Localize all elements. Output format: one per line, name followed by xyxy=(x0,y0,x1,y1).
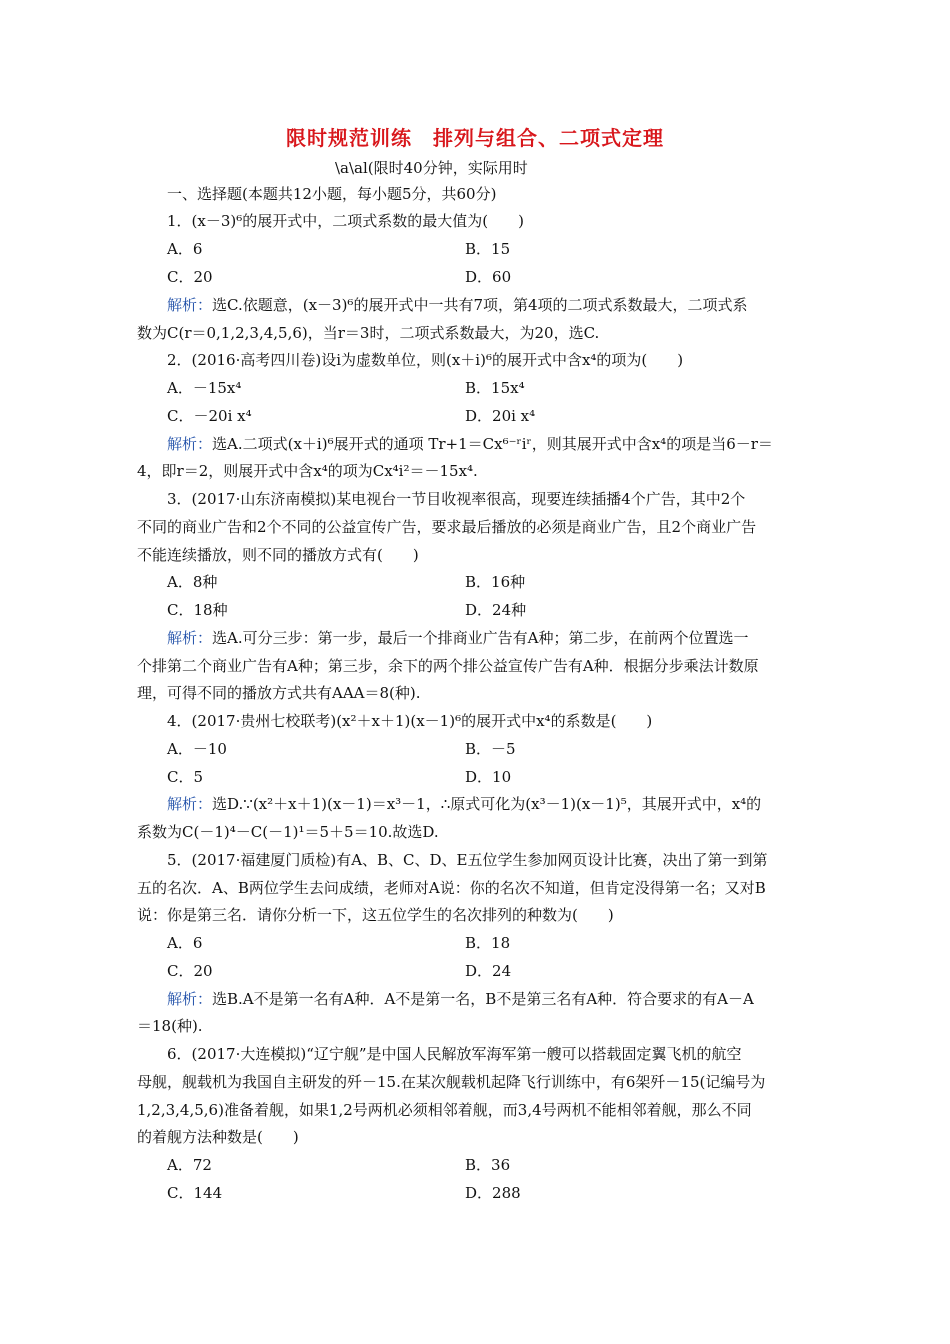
question-6-stem-line-3: 1,2,3,4,5,6)准备着舰，如果1,2号两机必须相邻着舰，而3,4号两机不能相邻着舰，那么不同 xyxy=(137,1101,752,1119)
question-1-analysis-line-1: 解析：选C.依题意，(x－3)⁶的展开式中一共有7项，第4项的二项式系数最大，二项式系 xyxy=(167,296,748,314)
question-5-analysis-line-2: ＝18(种). xyxy=(137,1017,203,1035)
question-1-option-d: D．60 xyxy=(465,268,512,286)
question-4-option-b: B．－5 xyxy=(465,740,516,758)
question-2-analysis-line-2: 4，即r＝2，则展开式中含x⁴的项为Cx⁴i²＝－15x⁴. xyxy=(137,462,478,480)
question-3-option-c: C．18种 xyxy=(167,601,228,619)
question-4-option-d: D．10 xyxy=(465,768,512,786)
question-2-stem: 2．(2016·高考四川卷)设i为虚数单位，则(x＋i)⁶的展开式中含x⁴的项为( ) xyxy=(167,351,684,369)
question-4-analysis-line-1: 解析：选D.∵(x²＋x＋1)(x－1)＝x³－1，∴原式可化为(x³－1)(x－1)⁵，其展开式中，x⁴的 xyxy=(167,795,762,813)
question-4-stem: 4．(2017·贵州七校联考)(x²＋x＋1)(x－1)⁶的展开式中x⁴的系数是( ) xyxy=(167,712,653,730)
analysis-label: 解析： xyxy=(167,296,213,314)
question-5-option-c: C．20 xyxy=(167,962,213,980)
question-1-option-a: A．6 xyxy=(167,240,203,258)
question-5-stem-line-3: 说：你是第三名．请你分析一下，这五位学生的名次排列的种数为( ) xyxy=(137,906,614,924)
question-6-option-c: C．144 xyxy=(167,1184,223,1202)
question-6-stem-line-1: 6．(2017·大连模拟)“辽宁舰”是中国人民解放军海军第一艘可以搭载固定翼飞机的航空 xyxy=(167,1045,742,1063)
question-3-option-a: A．8种 xyxy=(167,573,218,591)
page-title: 限时规范训练 排列与组合、二项式定理 xyxy=(286,126,664,150)
question-5-option-d: D．24 xyxy=(465,962,512,980)
question-2-option-b: B．15x⁴ xyxy=(465,379,525,397)
question-3-stem-line-3: 不能连续播放，则不同的播放方式有( ) xyxy=(137,546,419,564)
question-2-option-c: C．－20i x⁴ xyxy=(167,407,252,425)
analysis-label: 解析： xyxy=(167,990,213,1008)
question-4-option-a: A．－10 xyxy=(167,740,227,758)
question-3-analysis-line-3: 理，可得不同的播放方式共有AAA＝8(种). xyxy=(137,684,421,702)
question-2-option-d: D．20i x⁴ xyxy=(465,407,536,425)
question-1-analysis-line-2: 数为C(r＝0,1,2,3,4,5,6)，当r＝3时，二项式系数最大，为20，选C. xyxy=(137,324,600,342)
question-4-option-c: C．5 xyxy=(167,768,204,786)
question-4-analysis-line-2: 系数为C(－1)⁴－C(－1)¹＝5＋5＝10.故选D. xyxy=(137,823,439,841)
question-2-analysis-line-1: 解析：选A.二项式(x＋i)⁶展开式的通项 Tr+1＝Cx⁶⁻ʳiʳ，则其展开式中含x⁴的项是当6－r＝ xyxy=(167,435,773,453)
question-5-option-b: B．18 xyxy=(465,934,511,952)
question-5-stem-line-2: 五的名次．A、B两位学生去问成绩，老师对A说：你的名次不知道，但肯定没得第一名；又对B xyxy=(137,879,766,897)
question-3-stem-line-2: 不同的商业广告和2个不同的公益宣传广告，要求最后播放的必须是商业广告，且2个商业广告 xyxy=(137,518,757,536)
section-heading: 一、选择题(本题共12小题，每小题5分，共60分) xyxy=(167,185,497,203)
question-1-option-c: C．20 xyxy=(167,268,213,286)
question-1-option-b: B．15 xyxy=(465,240,511,258)
question-6-stem-line-4: 的着舰方法种数是( ) xyxy=(137,1128,299,1146)
question-3-analysis-line-2: 个排第二个商业广告有A种；第三步，余下的两个排公益宣传广告有A种．根据分步乘法计数原 xyxy=(137,657,759,675)
question-2-option-a: A．－15x⁴ xyxy=(167,379,242,397)
time-limit-note: \a\al(限时40分钟，实际用时 xyxy=(335,159,528,177)
question-3-stem-line-1: 3．(2017·山东济南模拟)某电视台一节目收视率很高，现要连续插播4个广告，其中2个 xyxy=(167,490,746,508)
question-5-analysis-line-1: 解析：选B.A不是第一名有A种．A不是第一名，B不是第三名有A种．符合要求的有A－A xyxy=(167,990,754,1008)
question-5-stem-line-1: 5．(2017·福建厦门质检)有A、B、C、D、E五位学生参加网页设计比赛，决出了第一到第 xyxy=(167,851,768,869)
analysis-label: 解析： xyxy=(167,629,213,647)
question-3-analysis-line-1: 解析：选A.可分三步：第一步，最后一个排商业广告有A种；第二步，在前两个位置选一 xyxy=(167,629,749,647)
question-5-option-a: A．6 xyxy=(167,934,203,952)
question-6-option-a: A．72 xyxy=(167,1156,212,1174)
question-6-option-d: D．288 xyxy=(465,1184,521,1202)
analysis-label: 解析： xyxy=(167,435,213,453)
question-3-option-d: D．24种 xyxy=(465,601,527,619)
question-3-option-b: B．16种 xyxy=(465,573,526,591)
question-1-stem: 1．(x－3)⁶的展开式中，二项式系数的最大值为( ) xyxy=(167,212,524,230)
analysis-label: 解析： xyxy=(167,795,213,813)
question-6-stem-line-2: 母舰，舰载机为我国自主研发的歼－15.在某次舰载机起降飞行训练中，有6架歼－15(记编号为 xyxy=(137,1073,766,1091)
question-6-option-b: B．36 xyxy=(465,1156,511,1174)
